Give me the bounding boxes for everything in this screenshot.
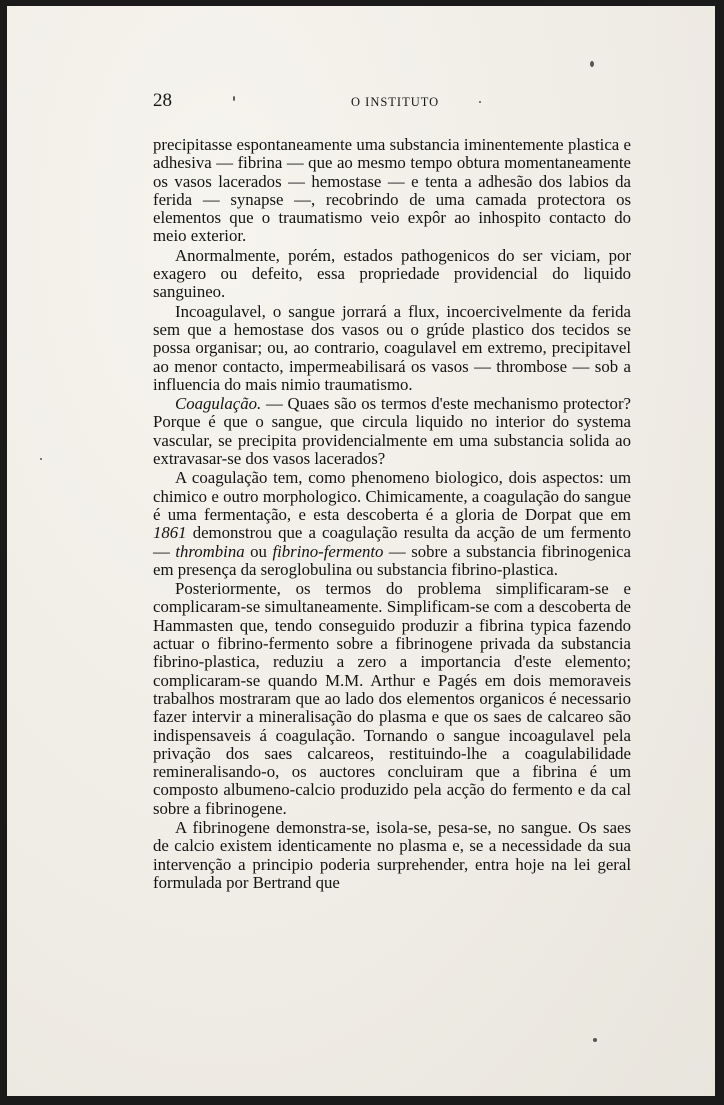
page-number: 28 <box>153 90 172 111</box>
term-fibrino-fermento: fibrino-fermento <box>272 541 384 561</box>
ink-speck <box>40 458 42 460</box>
term-thrombina: thrombina <box>175 541 245 561</box>
paragraph-5 <box>153 469 631 579</box>
paragraph-5-text-d: — sobre a substancia fibrinogenica em presença da seroglobulina ou substancia fibrino-plastica. <box>153 541 631 579</box>
paragraph-4 <box>153 395 631 468</box>
paragraph-4-text: — Quaes são os termos d'este mechanismo protector? Porque é que o sangue, que circula liquido no interior do systema vascular, se precipita providencialmente em uma substancia solida ao extravasar-se dos vasos lacerados? <box>153 394 631 469</box>
paragraph-7: A fibrinogene demonstra-se, isola-se, pesa-se, no sangue. Os saes de calcio existem identicamente no plasma e, se a necessidade da sua intervenção a principio poderia surprehender, entra hoje na lei geral formulada por Bertrand que <box>153 817 631 892</box>
body-text <box>153 136 631 892</box>
paragraph-5-text-c: ou <box>244 541 273 561</box>
paragraph-5-text-a: A coagulação tem, como phenomeno biologico, dois aspectos: um chimico e outro morphologico. Chimicamente, a coagulação do sangue é uma fermentação, e esta descoberta é a gloria de Dorpat que em <box>153 468 631 524</box>
paragraph-2: Anormalmente, porém, estados pathogenicos do ser viciam, por exagero ou defeito, essa propriedade providencial do liquido sanguineo. <box>153 245 631 302</box>
page-header <box>153 90 631 116</box>
section-heading-coagulacao: Coagulação. <box>175 394 262 414</box>
ink-speck <box>593 1038 597 1042</box>
paragraph-1: precipitasse espontaneamente uma substancia iminentemente plastica e adhesiva — fibrina — que ao mesmo tempo obtura momentaneamente os vasos lacerados — hemostase — e tenta a adhesão dos labios da ferida — synapse —, recobrindo de uma camada protectora os elementos que o traumatismo veio expôr ao inhospito contacto do meio exterior. <box>153 135 631 246</box>
paragraph-5-text-b: demonstrou que a coagulação resulta da acção de um fermento — <box>153 523 631 561</box>
running-title: O INSTITUTO <box>351 95 440 109</box>
year-1861: 1861 <box>153 523 187 543</box>
book-page <box>7 6 715 1096</box>
paragraph-6: Posteriormente, os termos do problema simplificaram-se e complicaram-se simultaneamente. Simplificam-se com a descoberta de Hammasten que, tendo conseguido produzir a fibrina typica fazendo actuar o fibrino-fermento sobre a fibrinogene privada da substancia fibrino-plastica, reduziu a zero a importancia d'este elemento; complicaram-se quando M.M. Arthur e Pagés em dois memoraveis trabalhos mostraram que ao lado dos elementos organicos é necessario fazer intervir a mineralisação do plasma e que os saes de calcareo são indispensaveis á coagulação. Tornando o sangue incoagulavel pela privação dos saes calcareos, restituindo-lhe a coagulabilidade remineralisando-o, os auctores concluiram que a fibrina é um composto albumeno-calcio produzido pela acção do fermento e da cal sobre a fibrinogene. <box>153 579 631 818</box>
paragraph-3: Incoagulavel, o sangue jorrará a flux, incoercivelmente da ferida sem que a hemostase dos vasos ou o grúde plastico dos tecidos se possa organisar; ou, ao contrario, coagulavel em extremo, precipitavel ao menor contacto, impermeabilisará os vasos — thrombose — sob a influencia do mais nimio traumatismo. <box>153 301 631 394</box>
ink-speck <box>590 61 594 67</box>
